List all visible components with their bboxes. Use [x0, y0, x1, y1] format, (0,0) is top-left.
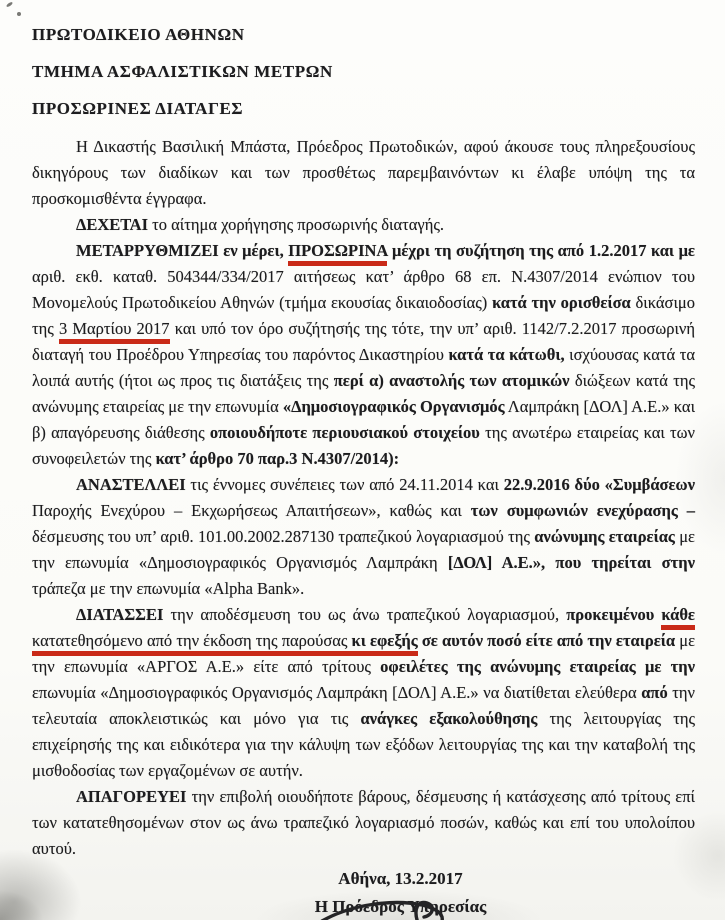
bold-text-run: ανώνυμης εταιρείας	[534, 527, 675, 546]
bold-text-run: οφειλέτες της ανώνυμης εταιρείας με την	[380, 657, 695, 676]
paragraph-intro	[32, 134, 695, 212]
text-run: το αίτημα χορήγησης προσωρινής διαταγής.	[148, 215, 444, 234]
text-run: την αποδέσμευση του ως άνω τραπεζικού λογαριασμού,	[163, 605, 567, 624]
court-name: ΠΡΩΤΟΔΙΚΕΙΟ ΑΘΗΝΩΝ	[32, 25, 245, 44]
red-marker-underlined-text: ΠΡΟΣΩΡΙΝΑ	[288, 241, 387, 266]
red-marker-underlined-text: κι εφεξής	[352, 631, 418, 656]
date-line: Αθήνα, 13.2.2017	[338, 869, 463, 888]
bold-text-run: περί α) αναστολής των ατομικών	[333, 371, 570, 390]
red-marker-underlined-text: κατατεθησόμενο από την έκδοση της παρούσας	[32, 631, 352, 656]
section-name: ΠΡΟΣΩΡΙΝΕΣ ΔΙΑΤΑΓΕΣ	[32, 99, 244, 118]
signer-title: Η Πρόεδρος Υπηρεσίας	[314, 897, 487, 916]
text-run: με την επωνυμία «Δημοσιογραφικός Οργανισμός Λαμπράκη	[32, 527, 695, 572]
bold-text-run: προκειμένου	[566, 605, 662, 624]
text-run: επωνυμία «Δημοσιογραφικός Οργανισμός Λαμπράκη [ΔΟΛ] Α.Ε.» να διατίθεται ελεύθερα	[32, 683, 642, 702]
text-run: τράπεζα με την επωνυμία «Alpha Bank».	[32, 579, 305, 598]
bold-text-run: οποιουδήποτε περιουσιακού στοιχείου	[209, 423, 480, 442]
bold-text-run: κατ’ άρθρο 70 παρ.3 Ν.4307/2014):	[155, 449, 400, 468]
bold-text-run: μέχρι τη συζήτηση της από 1.2.2017 και με	[387, 241, 695, 260]
red-marker-underlined-text: 3 Μαρτίου 2017	[59, 319, 170, 344]
signature-stroke	[318, 897, 488, 920]
paragraph-dexetai	[32, 212, 695, 238]
bold-text-run: των συμφωνιών ενεχύρασης –	[470, 501, 695, 520]
bold-text-run: κατά την ορισθείσα	[492, 293, 631, 312]
paragraph-diatassei	[32, 602, 695, 784]
text-run: της ανωτέρω εταιρείας και των συνοφειλετών της	[32, 423, 696, 468]
red-marker-underlined-text: κάθε	[661, 605, 695, 630]
bold-text-run: από	[641, 683, 668, 702]
bold-text-run: σε αυτόν ποσό είτε από την εταιρεία	[417, 631, 676, 650]
text-run: την τελευταία αποκλειστικώς και μόνο για τις	[32, 683, 695, 728]
text-run: διώξεων κατά της ανώνυμης εταιρείας με την επωνυμία	[32, 371, 696, 416]
bold-text-run: κατά τα κάτωθι,	[448, 345, 565, 364]
text-run: την επιβολή οιουδήποτε βάρους, δέσμευσης ή κατάσχεσης από τρίτους επί των κατατεθησομένων στον ως άνω τραπεζικό λογαριασμό ποσών, καθώς και επί του υπολοίπου αυτού.	[32, 787, 695, 858]
text-run: δέσμευσης του υπ’ αριθ. 101.00.2002.287130 τραπεζικού λογαριασμού της	[32, 527, 535, 546]
paragraph-anastellei	[32, 472, 695, 602]
document-body	[32, 134, 695, 862]
text-run: Λαμπράκη [ΔΟΛ] Α.Ε.» και β) απαγόρευσης διάθεσης	[32, 397, 696, 442]
bold-text-run: ανάγκες εξακολούθησης	[360, 709, 538, 728]
bold-text-run: «Δημοσιογραφικός Οργανισμός	[282, 397, 505, 416]
text-run: αριθ. εκθ. καταθ. 504344/334/2017 αιτήσεως κατ’ άρθρο 68 επ. Ν.4307/2014 ενώπιον του Μονομελούς Πρωτοδικείου Αθηνών (τμήμα εκουσίας δικαιοδοσίας)	[32, 267, 695, 312]
scan-artifact-mark	[17, 12, 21, 16]
text-run: ισχύουσας κατά τα λοιπά αυτής (ήτοι ως προς τις διατάξεις της	[32, 345, 696, 390]
paragraph-apagoreyei	[32, 784, 695, 862]
bold-text-run: ΔΙΑΤΑΣΣΕΙ	[76, 605, 164, 624]
text-run: με την επωνυμία «ΑΡΓΟΣ Α.Ε.» είτε από τρίτους	[32, 631, 695, 676]
bold-text-run: [ΔΟΛ] Α.Ε.», που τηρείται στην	[447, 553, 695, 572]
department-name: ΤΜΗΜΑ ΑΣΦΑΛΙΣΤΙΚΩΝ ΜΕΤΡΩΝ	[32, 62, 333, 81]
bold-text-run: ΑΠΑΓΟΡΕΥΕΙ	[76, 787, 187, 806]
text-run: Παροχής Ενεχύρου – Εκχωρήσεως Απαιτήσεων», καθώς και	[32, 501, 471, 520]
scan-artifact-mark	[6, 1, 13, 7]
bold-text-run: ΜΕΤΑΡΡΥΘΜΙΖΕΙ εν μέρει,	[76, 241, 289, 260]
text-run: και υπό τον όρο συζήτησής της τότε, την υπ’ αριθ. 1142/7.2.2017 προσωρινή διαταγή του Προέδρου Υπηρεσίας του παρόντος Δικαστηρίου	[32, 319, 695, 364]
text-run: δικάσιμο της	[32, 293, 695, 338]
text-run: τις έννομες συνέπειες των από 24.11.2014 και	[185, 475, 504, 494]
document-header	[32, 16, 695, 127]
paragraph-metarrythmizei	[32, 238, 695, 472]
bold-text-run: ΔΕΧΕΤΑΙ	[76, 215, 149, 234]
text-run: Η Δικαστής Βασιλική Μπάστα, Πρόεδρος Πρωτοδικών, αφού άκουσε τους πληρεξουσίους δικηγόρους των διαδίκων και των προσθέτως παρεμβαινόντων κι έλαβε υπόψη της τα προσκομισθέντα έγγραφα.	[32, 137, 695, 208]
bold-text-run: 22.9.2016 δύο «Συμβάσεων	[503, 475, 695, 494]
bold-text-run: ΑΝΑΣΤΕΛΛΕΙ	[76, 475, 186, 494]
text-run: της λειτουργίας της επιχείρησής της και ειδικότερα για την κάλυψη των εξόδων λειτουργίας της και την καταβολή της μισθοδοσίας των εργαζομένων σε αυτήν.	[32, 709, 695, 780]
